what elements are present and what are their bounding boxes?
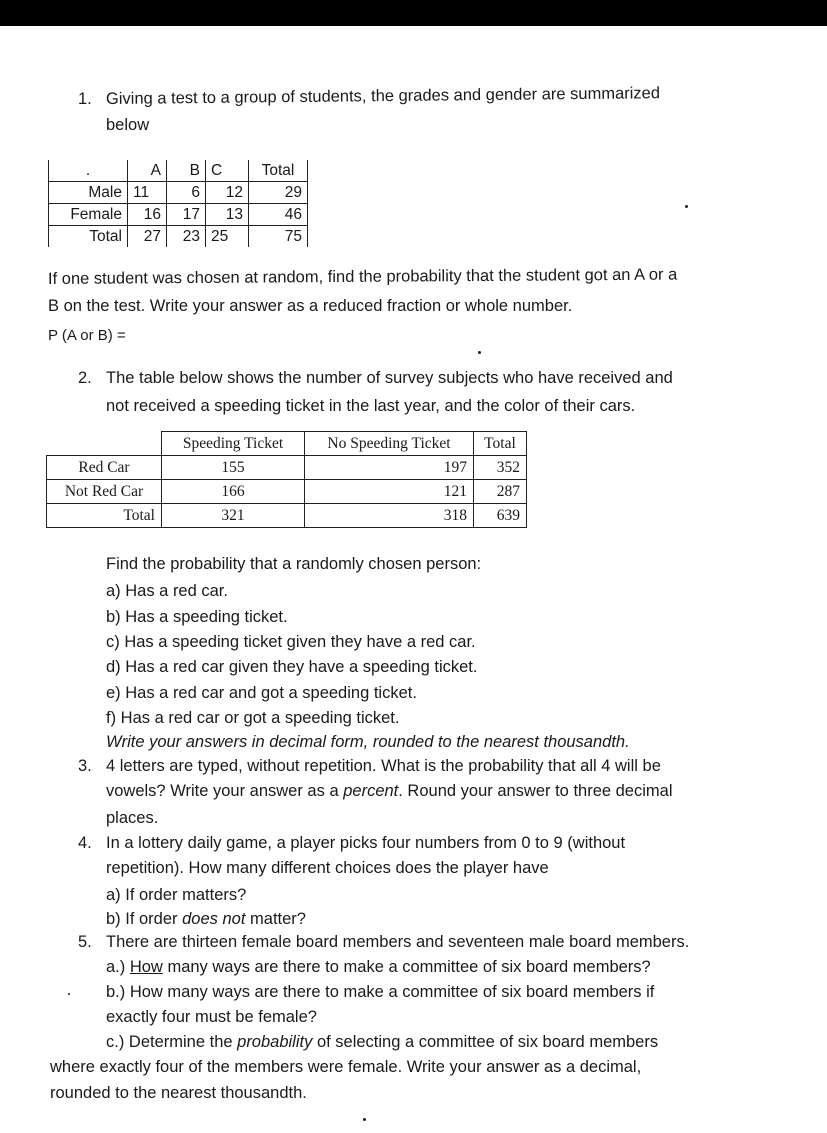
q1-prompt-line2: B on the test. Write your answer as a reduced fraction or whole number. xyxy=(48,297,573,315)
table-corner: . xyxy=(49,160,128,182)
q5-part-a-prefix: a.) xyxy=(106,958,130,976)
q1-text-line2: below xyxy=(106,116,150,134)
table-cell: 12 xyxy=(206,182,249,204)
table-row xyxy=(49,204,308,226)
q1-prompt-line1: If one student was chosen at random, find the probability that the student got an A or a xyxy=(47,265,678,288)
scan-speck xyxy=(685,205,688,208)
q2-part-b: b) Has a speeding ticket. xyxy=(106,608,288,626)
table-cell: 166 xyxy=(162,480,305,504)
q3-emphasis-percent: percent xyxy=(343,782,399,800)
scan-speck xyxy=(363,1118,366,1121)
row-label: Not Red Car xyxy=(47,480,162,504)
scan-speck xyxy=(68,993,70,995)
q3-text-line2-end: . Round your answer to three decimal xyxy=(398,782,673,800)
q4-emphasis-does-not: does not xyxy=(182,910,246,928)
q1-answer-label: P (A or B) = xyxy=(48,327,126,344)
q3-text-line3: places. xyxy=(106,809,159,827)
q5-part-c-start: c.) Determine the xyxy=(106,1033,238,1051)
table-header: A xyxy=(128,160,167,182)
q5-part-a-rest: many ways are there to make a committee of six board members? xyxy=(162,958,651,976)
q5-part-b-line1: b.) How many ways are there to make a committee of six board members if xyxy=(106,983,655,1001)
table-row xyxy=(49,160,308,182)
table-cell: 639 xyxy=(474,504,527,528)
row-label: Total xyxy=(47,504,162,528)
table-cell: 352 xyxy=(474,456,527,480)
q2-text-line2: not received a speeding ticket in the last year, and the color of their cars. xyxy=(106,397,636,415)
row-label: Red Car xyxy=(47,456,162,480)
table-header: B xyxy=(167,160,206,182)
table-cell: 318 xyxy=(305,504,474,528)
table-cell: 13 xyxy=(206,204,249,226)
table-cell: 29 xyxy=(249,182,308,204)
speeding-ticket-table xyxy=(46,431,527,528)
q4-part-b-start: b) If order xyxy=(106,910,183,928)
q5-underlined-how: How xyxy=(129,958,163,976)
grades-table xyxy=(48,160,308,247)
row-label: Male xyxy=(49,182,128,204)
q4-part-b-end: matter? xyxy=(245,910,306,928)
table-row xyxy=(47,432,527,456)
q2-instruction: Write your answers in decimal form, rounded to the nearest thousandth. xyxy=(106,733,630,751)
q5-number: 5. xyxy=(78,933,92,951)
q2-part-e: e) Has a red car and got a speeding ticket. xyxy=(106,684,417,702)
table-cell: 121 xyxy=(305,480,474,504)
q2-part-a: a) Has a red car. xyxy=(106,582,228,600)
q5-emphasis-probability: probability xyxy=(237,1033,313,1051)
top-black-bar xyxy=(0,0,827,26)
table-cell: 155 xyxy=(162,456,305,480)
table-row xyxy=(49,182,308,204)
q5-part-c-line2: where exactly four of the members were female. Write your answer as a decimal, xyxy=(50,1058,642,1076)
table-row xyxy=(47,480,527,504)
q5-part-a xyxy=(106,958,651,977)
table-cell: 16 xyxy=(128,204,167,226)
q3-text-line2 xyxy=(106,782,673,801)
table-corner xyxy=(47,432,162,456)
q2-number: 2. xyxy=(78,369,92,387)
row-label: Total xyxy=(49,226,128,248)
q1-number: 1. xyxy=(78,90,92,108)
scan-speck xyxy=(478,351,481,354)
q4-number: 4. xyxy=(78,834,92,852)
table-cell: 27 xyxy=(128,226,167,248)
table-row xyxy=(47,504,527,528)
table-header: Speeding Ticket xyxy=(162,432,305,456)
q4-text-line2: repetition). How many different choices does the player have xyxy=(106,859,549,877)
q2-find-prompt: Find the probability that a randomly chosen person: xyxy=(106,555,482,573)
q1-text-line1: Giving a test to a group of students, the grades and gender are summarized xyxy=(105,84,661,108)
q5-text-line1: There are thirteen female board members and seventeen male board members. xyxy=(106,933,690,951)
q3-text-line2-start: vowels? Write your answer as a xyxy=(106,782,344,800)
table-header: Total xyxy=(474,432,527,456)
q4-text-line1: In a lottery daily game, a player picks four numbers from 0 to 9 (without xyxy=(106,834,626,852)
q4-part-a: a) If order matters? xyxy=(106,886,247,904)
q2-text-line1: The table below shows the number of survey subjects who have received and xyxy=(106,369,673,387)
row-label: Female xyxy=(49,204,128,226)
table-cell: 75 xyxy=(249,226,308,248)
table-header: No Speeding Ticket xyxy=(305,432,474,456)
table-cell: 197 xyxy=(305,456,474,480)
q5-part-b-line2: exactly four must be female? xyxy=(106,1008,317,1026)
q2-part-f: f) Has a red car or got a speeding ticket. xyxy=(106,709,400,727)
q3-number: 3. xyxy=(78,757,92,775)
q2-part-c: c) Has a speeding ticket given they have a red car. xyxy=(106,633,476,651)
q4-part-b xyxy=(106,910,306,929)
table-cell: 321 xyxy=(162,504,305,528)
q5-part-c-rest: of selecting a committee of six board members xyxy=(312,1033,659,1051)
q3-text-line1: 4 letters are typed, without repetition. What is the probability that all 4 will be xyxy=(106,757,661,775)
table-cell: 17 xyxy=(167,204,206,226)
table-cell: 25 xyxy=(206,226,249,248)
q2-part-d: d) Has a red car given they have a speeding ticket. xyxy=(106,658,478,676)
table-cell: 46 xyxy=(249,204,308,226)
table-cell: 23 xyxy=(167,226,206,248)
q5-part-c-line1 xyxy=(106,1033,658,1052)
table-cell: 11 xyxy=(128,182,167,204)
q5-part-c-line3: rounded to the nearest thousandth. xyxy=(50,1084,307,1102)
table-header: Total xyxy=(249,160,308,182)
table-row xyxy=(47,456,527,480)
table-row xyxy=(49,226,308,248)
table-cell: 287 xyxy=(474,480,527,504)
table-header: C xyxy=(206,160,249,182)
table-cell: 6 xyxy=(167,182,206,204)
